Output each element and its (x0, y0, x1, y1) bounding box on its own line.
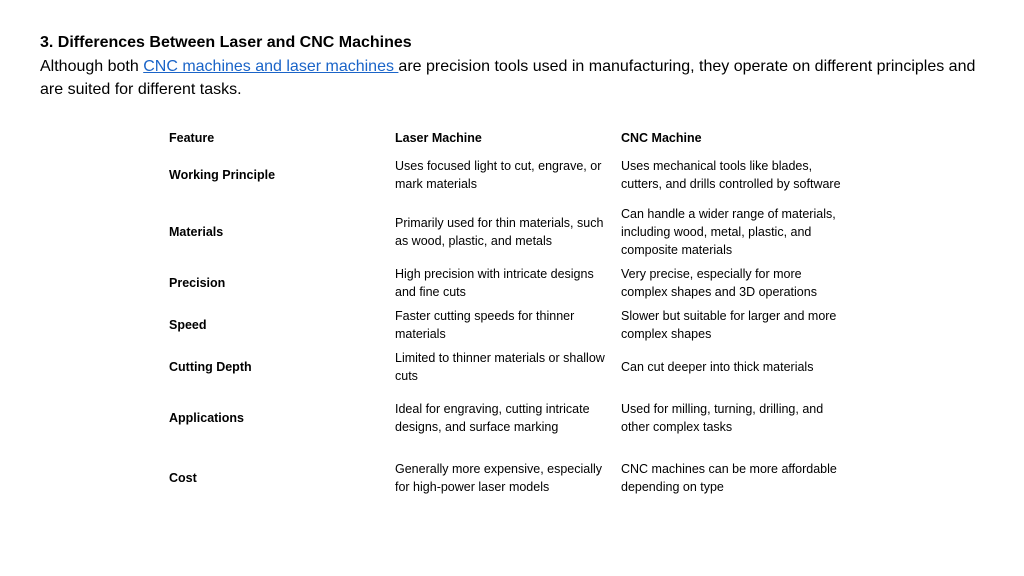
cnc-cell: Very precise, especially for more complex shapes and 3D operations (621, 267, 817, 299)
cnc-cell: Can handle a wider range of materials, including wood, metal, plastic, and composite materials (621, 207, 836, 257)
intro-text-after: are precision tools used in manufacturing, they operate on different principles and are suited for different tasks. (40, 58, 976, 98)
laser-cell: Uses focused light to cut, engrave, or mark materials (395, 159, 602, 191)
cnc-cell: Can cut deeper into thick materials (621, 360, 814, 374)
table-row (163, 346, 853, 388)
feature-cell: Precision (169, 276, 226, 290)
laser-cell: Faster cutting speeds for thinner materials (395, 309, 575, 341)
table-row (163, 448, 853, 508)
feature-cell: Cutting Depth (169, 360, 252, 374)
intro-text-before: Although both (40, 58, 144, 75)
table-header-row (163, 128, 853, 148)
table-row (163, 202, 853, 262)
laser-cell: Generally more expensive, especially for high-power laser models (395, 462, 603, 494)
section-heading: 3. Differences Between Laser and CNC Machines (40, 34, 412, 51)
table-row (163, 148, 853, 202)
cnc-laser-link[interactable]: CNC machines and laser machines (143, 58, 399, 75)
feature-cell: Applications (169, 411, 245, 425)
intro-paragraph (40, 55, 985, 101)
cnc-cell: CNC machines can be more affordable depending on type (621, 462, 837, 494)
feature-cell: Working Principle (169, 168, 276, 182)
feature-cell: Speed (169, 318, 207, 332)
header-laser-machine: Laser Machine (395, 131, 482, 145)
table-row (163, 262, 853, 304)
comparison-table (163, 128, 853, 508)
laser-cell: Ideal for engraving, cutting intricate designs, and surface marking (395, 402, 590, 434)
cnc-cell: Used for milling, turning, drilling, and other complex tasks (621, 402, 824, 434)
laser-cell: High precision with intricate designs and fine cuts (395, 267, 594, 299)
table-row (163, 388, 853, 448)
table-row (163, 304, 853, 346)
laser-cell: Limited to thinner materials or shallow cuts (395, 351, 605, 383)
header-cnc-machine: CNC Machine (621, 131, 702, 145)
header-feature: Feature (169, 131, 215, 145)
laser-cell: Primarily used for thin materials, such as wood, plastic, and metals (395, 216, 604, 248)
cnc-cell: Slower but suitable for larger and more complex shapes (621, 309, 837, 341)
feature-cell: Cost (169, 471, 197, 485)
feature-cell: Materials (169, 225, 224, 239)
cnc-cell: Uses mechanical tools like blades, cutters, and drills controlled by software (621, 159, 841, 191)
